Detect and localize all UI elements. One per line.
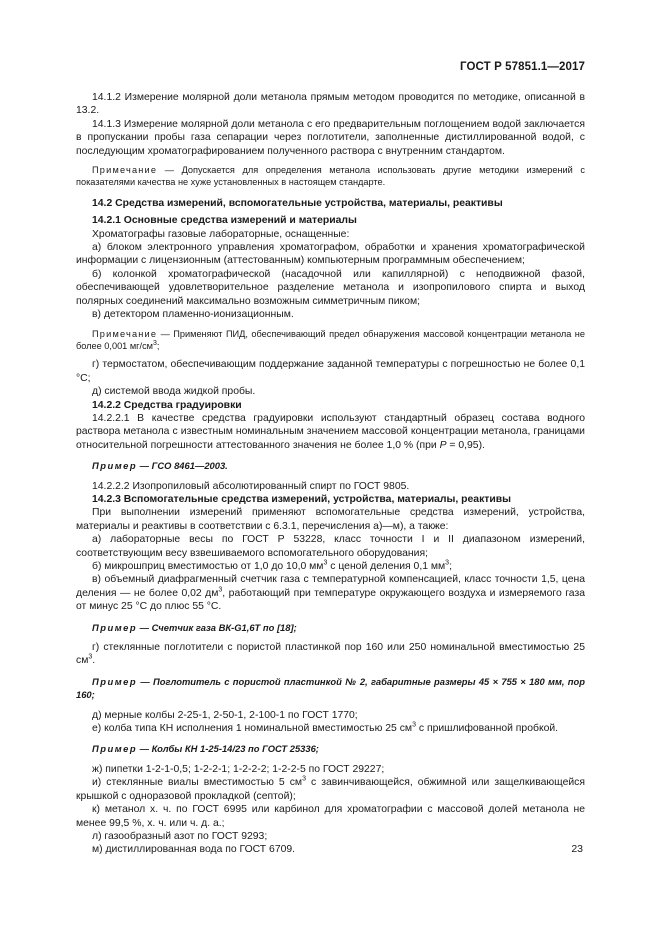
list-item-l: л) газообразный азот по ГОСТ 9293; — [92, 830, 268, 842]
list-item-b2: б) микрошприц вместимостью от 1,0 до 10,0 $мм^3$ с ценой деления 0,1 $мм^3$; — [92, 559, 452, 572]
list-item-zh: ж) пипетки 1-2-1-0,5; 1-2-2-1; 1-2-2-2; 1-2-2-5 по ГОСТ 29227; — [92, 763, 385, 775]
heading-14-2-3: 14.2.3 Вспомогательные средства измерений, устройства, материалы, реактивы — [92, 493, 512, 505]
page-content — [76, 91, 585, 857]
paragraph-14-2-2-2: 14.2.2.2 Изопропиловый абсолютированный спирт по ГОСТ 9805. — [92, 480, 410, 492]
example-1: Пример — ГСО 8461—2003. — [92, 460, 228, 472]
heading-14-2-2: 14.2.2 Средства градуировки — [92, 399, 242, 411]
paragraph-auxiliary: При выполнении измерений применяют вспомогательные средства измерений, устройства, материалы и реактивы в соответствии с 6.3.1, перечисления а)—м), а также: — [76, 507, 585, 532]
paragraph-14-1-3: 14.1.3 Измерение молярной доли метанола с его предварительным поглощением водой заключается в пропускании пробы газа сепарации через поглотители, заполненные дистиллированной водой, с последующим хроматографированием полученного раствора с внутренним стандартом. — [76, 118, 585, 157]
list-item-a: а) блоком электронного управления хроматографом, обработки и хранения хроматографической информации с лицензионным (аттестованным) компьютерным программным обеспечением; — [76, 242, 585, 267]
list-item-k: к) метанол х. ч. по ГОСТ 6995 или карбинол для хроматографии с массовой долей метанола не менее 99,5 %, х. ч. или ч. д. а.; — [76, 804, 585, 829]
paragraph-14-1-2: 14.1.2 Измерение молярной доли метанола прямым методом проводится по методике, описанной в 13.2. — [76, 92, 585, 117]
note-text: — Допускается для определения метанола использовать другие методики измерений с показателями качества не хуже установленных в настоящем стандарте. — [76, 165, 585, 188]
list-item-v2: в) объемный диафрагменный счетчик газа с температурной компенсацией, класс точности 1,5, цена деления — не более 0,02 $дм^3$, работающий при температуре окружающего воздуха и измеряемого газа от минус 25 °С до плюс 55 °С. — [76, 574, 585, 613]
paragraph-14-2-2-1: 14.2.2.1 В качестве средства градуировки используют стандартный образец состава водного раствора метанола с известным номинальным значением массовой концентрации метанола, границами относительной погрешности аттестованного значения не более 1,0 % (при P = 0,95). — [76, 412, 585, 451]
list-item-e2: е) колба типа КН исполнения 1 номинальной вместимостью 25 $см^3$ с пришлифованной пробкой. — [92, 721, 559, 735]
example-label: Пример — [92, 675, 138, 687]
note-1 — [76, 164, 585, 189]
example-3: Пример — Поглотитель с пористой пластинкой № 2, габаритные размеры 45 × 755 × 180 мм, пор 160; — [76, 675, 585, 701]
list-item-m: м) дистиллированная вода по ГОСТ 6709. — [92, 844, 296, 856]
note-label: Примечание — [92, 165, 158, 176]
list-item-v: в) детектором пламенно-ионизационным. — [92, 309, 294, 321]
note-label: Примечание — [92, 328, 158, 339]
list-item-i: и) стеклянные виалы вместимостью 5 $см^3$ с завинчивающейся, обжимной или защелкивающейся крышкой с одноразовой прокладкой (септой); — [76, 775, 585, 802]
note-2 — [76, 328, 585, 353]
heading-14-2-1: 14.2.1 Основные средства измерений и материалы — [92, 215, 357, 227]
note-text-end: ; — [156, 340, 160, 351]
example-2: Пример — Счетчик газа ВК-G1,6Т по [18]; — [92, 621, 297, 633]
list-item-a2: а) лабораторные весы по ГОСТ Р 53228, класс точности I и II диапазоном измерений, соответствующим весу взвешиваемого вспомогательного оборудования; — [76, 534, 585, 559]
example-label: Пример — [92, 621, 138, 633]
heading-14-2: 14.2 Средства измерений, вспомогательные устройства, материалы, реактивы — [92, 197, 503, 209]
note-text: — Применяют ПИД, обеспечивающий предел обнаружения массовой концентрации метанола не более 0,001 мг/см — [76, 328, 585, 351]
example-label: Пример — [92, 460, 138, 472]
list-item-g2: г) стеклянные поглотители с пористой пластинкой пор 160 или 250 номинальной вместимостью 25 $см^3$. — [76, 642, 585, 667]
list-item-b: б) колонкой хроматографической (насадочной или капиллярной) с неподвижной фазой, обеспечивающей удовлетворительное разделение метанола и изопропилового спирта и выход полярных соединений максимально возможным симметричным пиком; — [76, 268, 585, 307]
list-item-d: д) системой ввода жидкой пробы. — [92, 386, 256, 398]
example-4: Пример — Колбы КН 1-25-14/23 по ГОСТ 25336; — [92, 743, 319, 755]
superscript: 3 — [152, 339, 157, 347]
paragraph-chromatographs: Хроматографы газовые лабораторные, оснащенные: — [92, 228, 350, 240]
page-number: 23 — [571, 843, 583, 855]
example-label: Пример — [92, 743, 138, 755]
document-header: ГОСТ Р 57851.1—2017 — [460, 61, 585, 73]
list-item-d2: д) мерные колбы 2-25-1, 2-50-1, 2-100-1 по ГОСТ 1770; — [92, 709, 358, 721]
list-item-g: г) термостатом, обеспечивающим поддержание заданной температуры с погрешностью не более 0,1 °С; — [76, 359, 585, 384]
